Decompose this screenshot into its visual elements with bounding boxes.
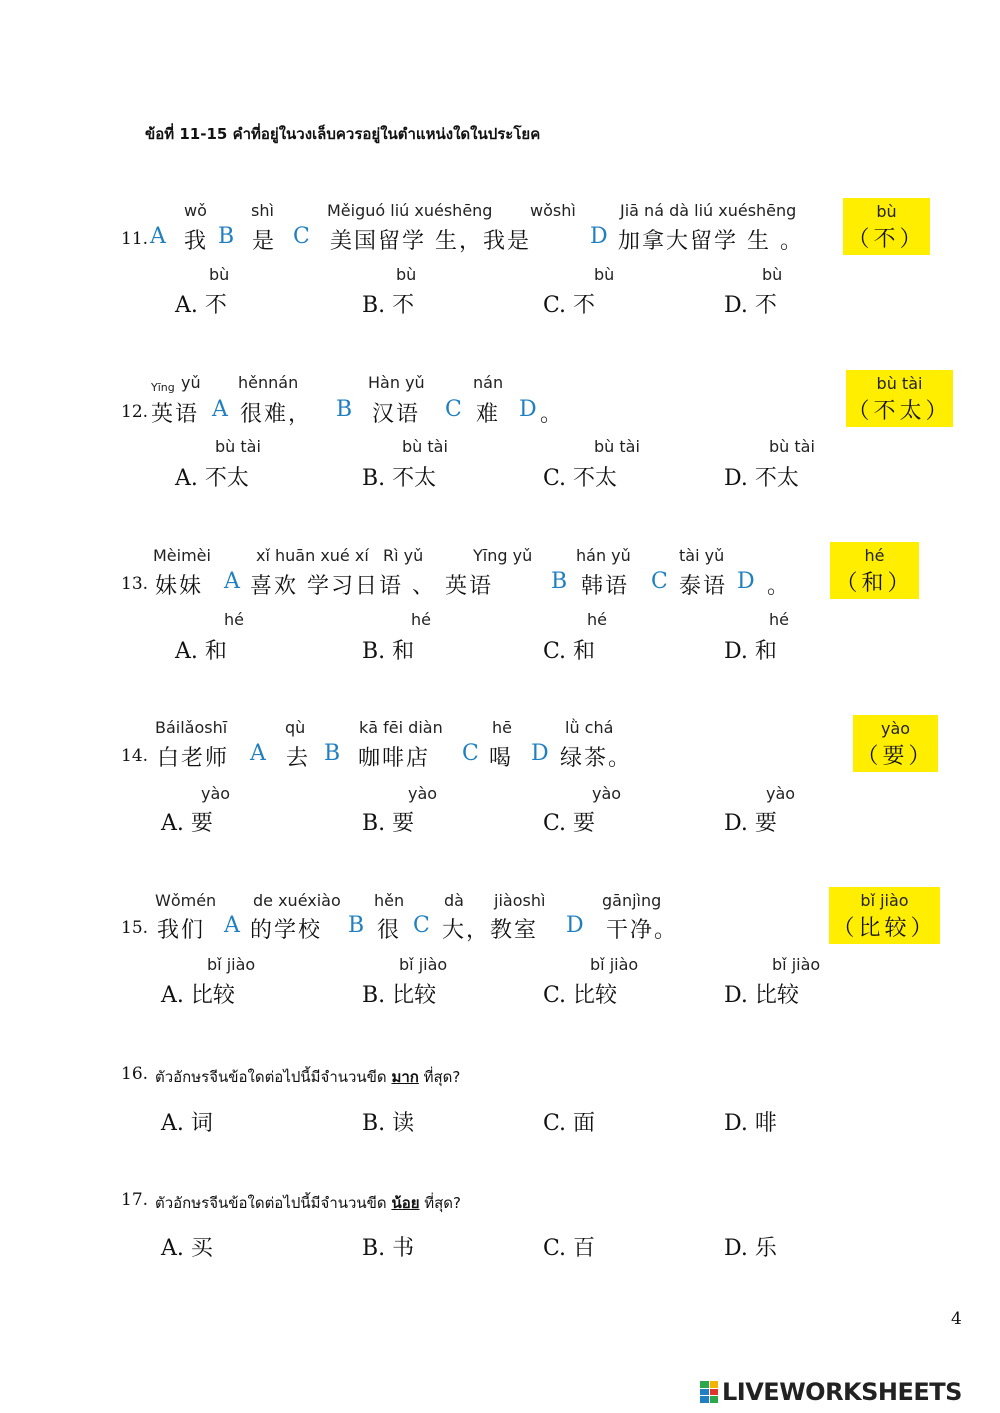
question-number: 17. xyxy=(121,1190,149,1210)
question-text-end: ที่สุด? xyxy=(419,1194,462,1212)
question-number: 14. xyxy=(121,746,149,766)
chinese-text: 。 xyxy=(767,574,792,599)
answer-word: （不太） xyxy=(847,399,952,424)
question-number: 12. xyxy=(121,402,149,422)
pinyin: Mèimèi xyxy=(153,546,211,565)
pinyin: Yīng xyxy=(151,381,175,394)
position-marker-d[interactable]: D xyxy=(566,913,584,938)
answer-word-box xyxy=(830,542,919,599)
option-pinyin: hé xyxy=(224,610,244,629)
option-d[interactable]: D. 乐 xyxy=(724,1236,777,1261)
option-c[interactable]: C. 和 xyxy=(543,639,596,664)
chinese-text: 妹妹 xyxy=(155,574,204,599)
pinyin: wǒ xyxy=(184,201,207,220)
chinese-text: 咖啡店 xyxy=(358,746,431,771)
option-pinyin: bù xyxy=(762,265,783,284)
position-marker-c[interactable]: C xyxy=(413,913,430,938)
position-marker-b[interactable]: B xyxy=(348,913,365,938)
option-pinyin: yào xyxy=(408,784,438,803)
chinese-text: 英语 xyxy=(151,402,200,427)
pinyin: xǐ huān xué xí xyxy=(256,546,369,565)
answer-word-box xyxy=(846,370,953,427)
question-number: 15. xyxy=(121,918,149,938)
question-text-end: ที่สุด? xyxy=(418,1068,461,1086)
option-pinyin: bǐ jiào xyxy=(399,955,448,974)
position-marker-d[interactable]: D xyxy=(590,224,608,249)
pinyin: yǔ xyxy=(181,373,201,392)
question-text xyxy=(155,1065,460,1089)
chinese-text: 喜欢 学习日语 、 英语 xyxy=(250,574,493,599)
answer-word: （和） xyxy=(835,571,914,596)
chinese-text: 是 xyxy=(252,229,277,254)
position-marker-b[interactable]: B xyxy=(324,741,341,766)
option-c[interactable]: C. 面 xyxy=(543,1111,596,1136)
answer-pinyin: bù xyxy=(876,202,897,221)
pinyin: de xuéxiào xyxy=(253,891,341,910)
question-keyword: มาก xyxy=(391,1068,419,1086)
option-d[interactable]: D. 比较 xyxy=(724,983,799,1008)
chinese-text: 我们 xyxy=(157,918,206,943)
position-marker-c[interactable]: C xyxy=(445,397,462,422)
answer-pinyin: yào xyxy=(880,719,911,738)
chinese-text: 美国留学 生，我是 xyxy=(330,229,531,254)
chinese-text: 。 xyxy=(540,402,565,427)
option-pinyin: yào xyxy=(201,784,231,803)
option-a[interactable]: A. 不 xyxy=(175,293,227,318)
option-d[interactable]: D. 啡 xyxy=(724,1111,777,1136)
option-pinyin: bǐ jiào xyxy=(207,955,256,974)
option-c[interactable]: C. 要 xyxy=(543,811,596,836)
option-pinyin: bù xyxy=(396,265,417,284)
option-a[interactable]: A. 比较 xyxy=(161,983,235,1008)
pinyin: Báilǎoshī xyxy=(155,718,228,737)
position-marker-c[interactable]: C xyxy=(462,741,479,766)
option-c[interactable]: C. 不太 xyxy=(543,466,618,491)
option-b[interactable]: B. 不 xyxy=(362,293,415,318)
option-pinyin: yào xyxy=(592,784,622,803)
pinyin: hěnnán xyxy=(238,373,299,392)
option-a[interactable]: A. 词 xyxy=(161,1111,213,1136)
pinyin: Měiguó liú xuéshēng xyxy=(327,201,493,220)
chinese-text: 我 xyxy=(184,229,209,254)
option-b[interactable]: B. 不太 xyxy=(362,466,437,491)
pinyin: kā fēi diàn xyxy=(359,718,443,737)
question-number: 11. xyxy=(121,229,149,249)
pinyin: dà xyxy=(444,891,464,910)
pinyin: hěn xyxy=(374,891,405,910)
pinyin: Jiā ná dà liú xuéshēng xyxy=(620,201,797,220)
option-c[interactable]: C. 不 xyxy=(543,293,596,318)
option-pinyin: bǐ jiào xyxy=(590,955,639,974)
option-a[interactable]: A. 要 xyxy=(161,811,213,836)
option-pinyin: hé xyxy=(769,610,789,629)
option-b[interactable]: B. 要 xyxy=(362,811,415,836)
question-text xyxy=(155,1191,461,1215)
chinese-text: 泰语 xyxy=(679,574,728,599)
chinese-text: 白老师 xyxy=(157,746,230,771)
position-marker-a[interactable]: A xyxy=(250,741,266,766)
chinese-text: 很 xyxy=(377,918,402,943)
answer-pinyin: bǐ jiào xyxy=(860,891,909,910)
position-marker-a[interactable]: A xyxy=(224,913,240,938)
chinese-text: 去 xyxy=(286,746,311,771)
chinese-text: 喝 xyxy=(489,746,514,771)
page-number: 4 xyxy=(951,1309,962,1329)
answer-word: （比较） xyxy=(832,916,937,941)
question-number: 13. xyxy=(121,574,149,594)
answer-word: （要） xyxy=(856,744,935,769)
option-pinyin: hé xyxy=(587,610,607,629)
chinese-text: 干净。 xyxy=(606,918,679,943)
chinese-text: 韩语 xyxy=(581,574,630,599)
answer-word-box xyxy=(843,198,930,255)
question-text-start: ตัวอักษรจีนข้อใดต่อไปนี้มีจำนวนขีด xyxy=(155,1068,392,1086)
option-a[interactable]: A. 不太 xyxy=(175,466,249,491)
option-pinyin: bù tài xyxy=(215,437,261,456)
option-pinyin: bǐ jiào xyxy=(772,955,821,974)
pinyin: shì xyxy=(251,201,274,220)
pinyin: gānjìng xyxy=(602,891,662,910)
position-marker-a[interactable]: A xyxy=(212,397,228,422)
question-keyword: น้อย xyxy=(391,1194,420,1212)
chinese-text: 的学校 xyxy=(250,918,323,943)
pinyin: nán xyxy=(473,373,504,392)
position-marker-b[interactable]: B xyxy=(551,569,568,594)
question-number: 16. xyxy=(121,1064,149,1084)
option-pinyin: yào xyxy=(766,784,796,803)
pinyin: Hàn yǔ xyxy=(368,373,425,392)
answer-pinyin: bù tài xyxy=(876,374,923,393)
instruction-text: ข้อที่ 11-15 คำที่อยู่ในวงเล็บควรอยู่ในตำแหน่งใดในประโยค xyxy=(145,125,541,143)
pinyin: wǒshì xyxy=(530,201,576,220)
position-marker-d[interactable]: D xyxy=(531,741,549,766)
logo-grid-icon xyxy=(700,1381,718,1403)
pinyin: hē xyxy=(492,718,512,737)
option-a[interactable]: A. 买 xyxy=(161,1236,213,1261)
pinyin: Yīng yǔ xyxy=(473,546,533,565)
position-marker-b[interactable]: B xyxy=(218,224,235,249)
chinese-text: 绿茶。 xyxy=(560,746,633,771)
option-pinyin: bù tài xyxy=(402,437,448,456)
position-marker-c[interactable]: C xyxy=(293,224,310,249)
chinese-text: 很难， xyxy=(240,402,313,427)
option-b[interactable]: B. 比较 xyxy=(362,983,437,1008)
pinyin: hán yǔ xyxy=(576,546,631,565)
pinyin: Wǒmén xyxy=(155,891,217,910)
option-b[interactable]: B. 书 xyxy=(362,1236,415,1261)
pinyin: Rì yǔ xyxy=(383,546,424,565)
option-pinyin: bù xyxy=(209,265,230,284)
pinyin: lǜ chá xyxy=(565,718,614,737)
option-pinyin: bù tài xyxy=(769,437,815,456)
position-marker-a[interactable]: A xyxy=(150,224,166,249)
chinese-text: 加拿大留学 生 。 xyxy=(618,229,804,254)
option-d[interactable]: D. 要 xyxy=(724,811,777,836)
answer-word-box xyxy=(829,887,940,944)
option-a[interactable]: A. 和 xyxy=(175,639,227,664)
option-b[interactable]: B. 和 xyxy=(362,639,415,664)
answer-word-box xyxy=(853,715,938,772)
position-marker-b[interactable]: B xyxy=(336,397,353,422)
chinese-text: 大，教室 xyxy=(442,918,539,943)
option-pinyin: hé xyxy=(411,610,431,629)
option-d[interactable]: D. 和 xyxy=(724,639,777,664)
option-d[interactable]: D. 不太 xyxy=(724,466,799,491)
pinyin: qù xyxy=(285,718,306,737)
option-pinyin: bù xyxy=(594,265,615,284)
option-b[interactable]: B. 读 xyxy=(362,1111,415,1136)
pinyin: jiàoshì xyxy=(494,891,546,910)
answer-pinyin: hé xyxy=(864,546,885,565)
option-c[interactable]: C. 百 xyxy=(543,1236,596,1261)
answer-word: （不） xyxy=(847,227,926,252)
option-pinyin: bù tài xyxy=(594,437,640,456)
option-c[interactable]: C. 比较 xyxy=(543,983,618,1008)
liveworksheets-logo xyxy=(700,1378,962,1406)
position-marker-a[interactable]: A xyxy=(224,569,240,594)
question-text-start: ตัวอักษรจีนข้อใดต่อไปนี้มีจำนวนขีด xyxy=(155,1194,392,1212)
position-marker-d[interactable]: D xyxy=(519,397,537,422)
option-d[interactable]: D. 不 xyxy=(724,293,777,318)
chinese-text: 难 xyxy=(476,402,501,427)
position-marker-c[interactable]: C xyxy=(651,569,668,594)
logo-text: LIVEWORKSHEETS xyxy=(722,1378,962,1406)
position-marker-d[interactable]: D xyxy=(737,569,755,594)
chinese-text: 汉语 xyxy=(372,402,421,427)
pinyin: tài yǔ xyxy=(679,546,725,565)
